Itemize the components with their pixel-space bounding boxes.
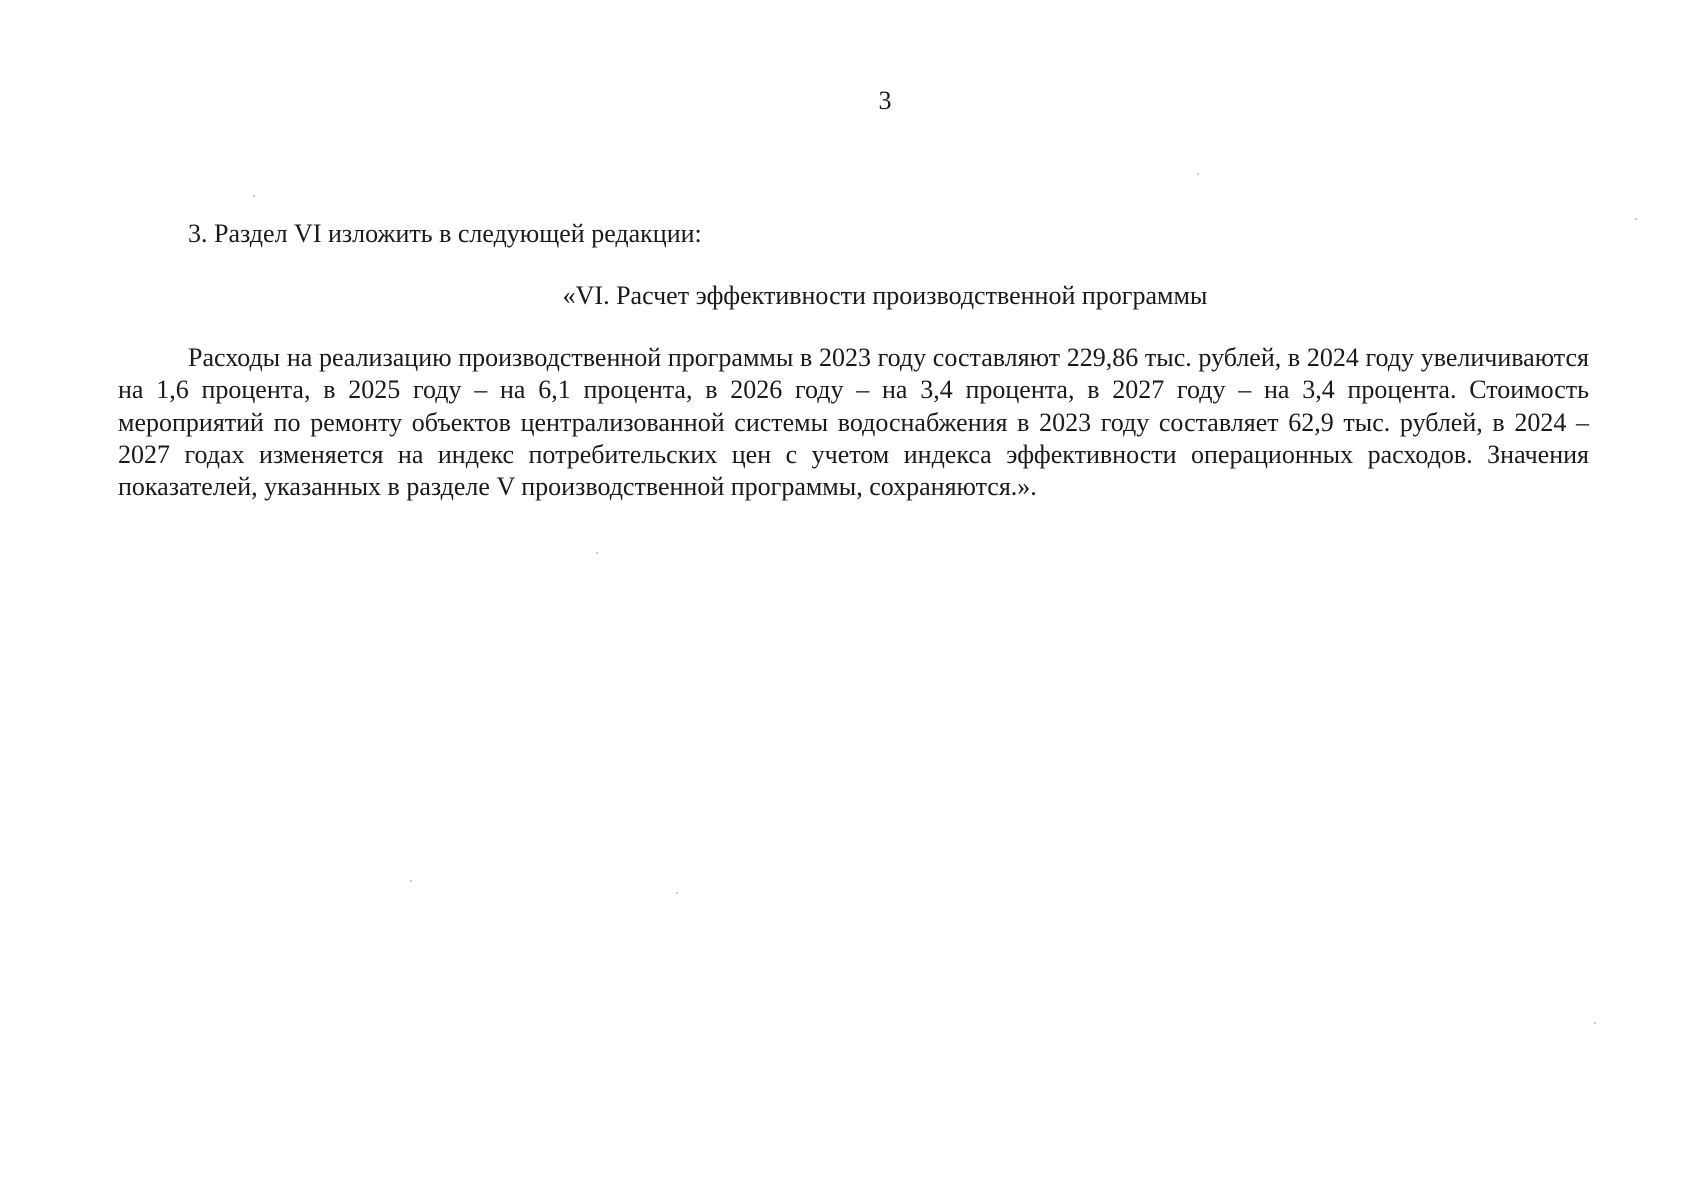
- page-number: 3: [878, 86, 892, 115]
- scan-speck: [410, 880, 412, 882]
- scan-speck: [1594, 1022, 1596, 1024]
- scan-speck: [676, 892, 678, 894]
- scan-speck: [253, 195, 255, 197]
- scan-speck: [1197, 173, 1199, 175]
- amendment-item: 3. Раздел VI изложить в следующей редакции:: [188, 219, 702, 248]
- scan-speck: [1635, 218, 1637, 220]
- section-body-paragraph: Расходы на реализацию производственной программы в 2023 году составляют 229,86 тыс. рублей, в 2024 году увеличиваются на 1,6 процента, в 2025 году – на 6,1 процента, в 2026 году – на 3,4 процента, в 2027 году – на 3,4 процента. Стоимость мероприятий по ремонту объектов централизованной системы водоснабжения в 2023 году составляет 62,9 тыс. рублей, в 2024 – 2027 годах изменяется на индекс потребительских цен с учетом индекса эффективности операционных расходов. Значения показателей, указанных в разделе V производственной программы, сохраняются.».: [118, 343, 1589, 502]
- scan-speck: [596, 552, 598, 554]
- section-heading: «VI. Расчет эффективности производственной программы: [562, 281, 1208, 310]
